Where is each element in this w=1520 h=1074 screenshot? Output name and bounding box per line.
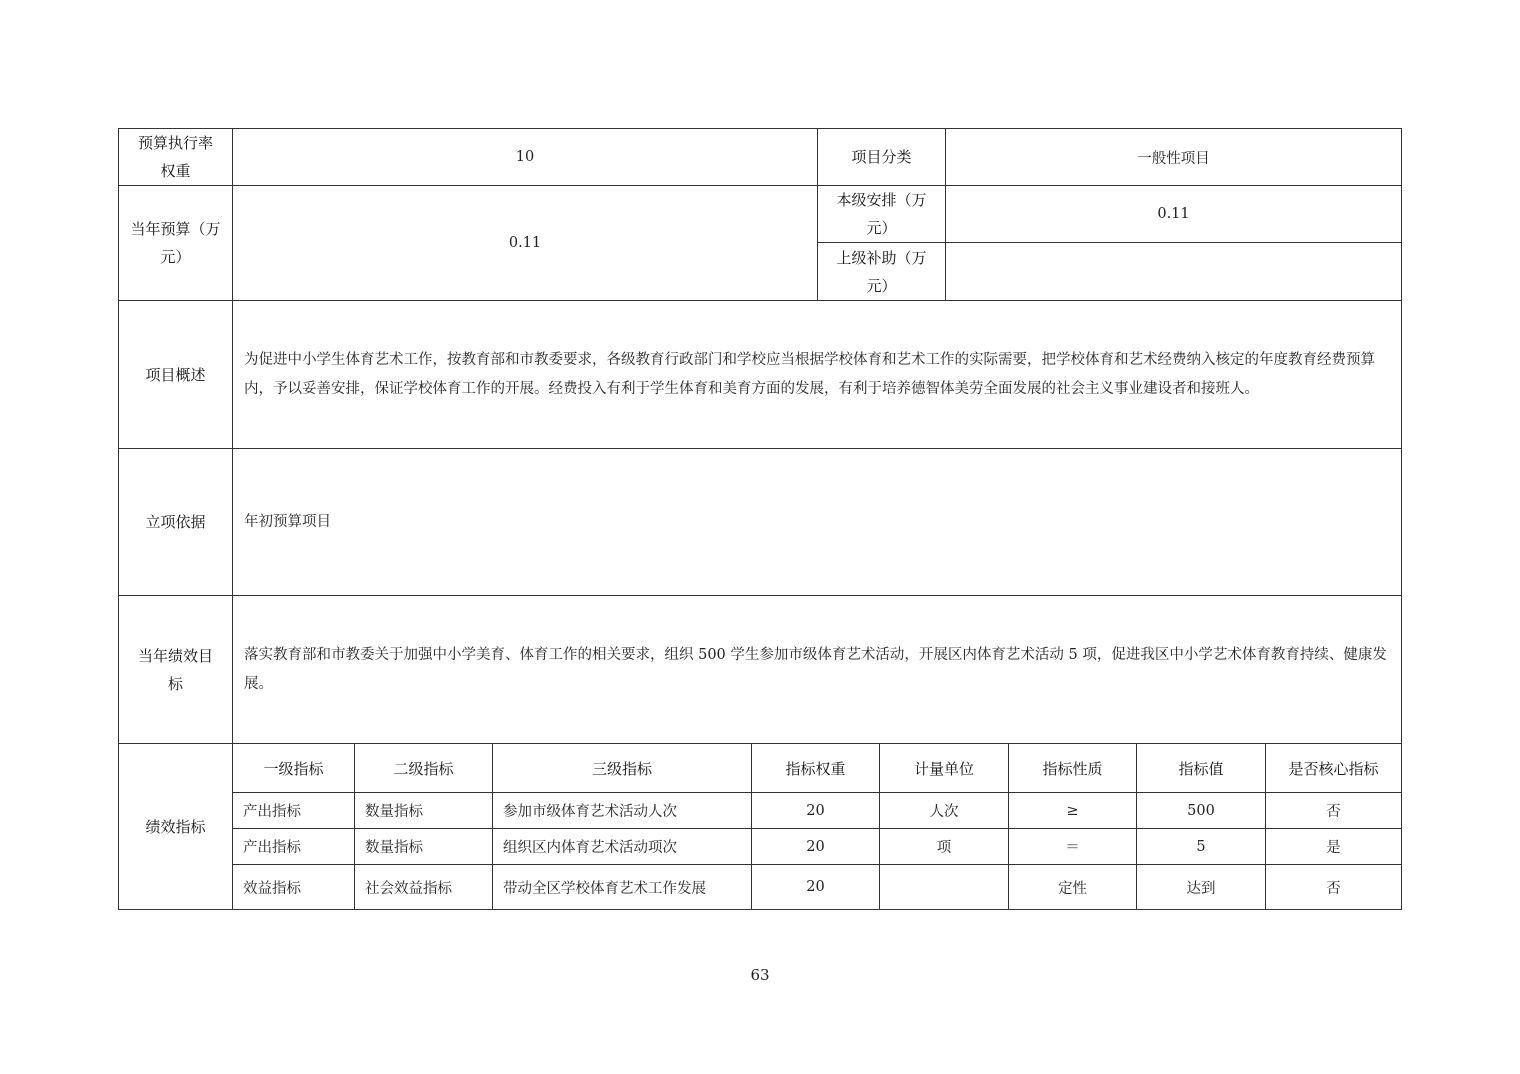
indicator-header: 计量单位 [913, 759, 974, 778]
table-cell: ≥ [1066, 802, 1079, 819]
table-cell: 效益指标 [243, 880, 301, 897]
label-line: 元） [866, 219, 897, 237]
annual-goal-text: 落实教育部和市教委关于加强中小学美育、体育工作的相关要求，组织 500 学生参加市级体育艺术活动，开展区内体育艺术活动 5 项，促进我区中小学艺术体育教育持续、健康发展。 [244, 646, 1387, 692]
table-cell: 5 [1196, 838, 1206, 855]
table-cell: 20 [806, 802, 825, 819]
performance-indicators-label: 绩效指标 [145, 817, 206, 836]
project-basis-text: 年初预算项目 [244, 513, 331, 530]
table-cell: 组织区内体育艺术活动项次 [503, 840, 677, 856]
table-cell: 人次 [929, 804, 959, 820]
local-allocation-label [818, 186, 945, 242]
project-overview-label: 项目概述 [145, 365, 206, 384]
table-cell: 否 [1326, 804, 1341, 820]
page-number: 63 [750, 966, 770, 984]
label-line: 当年绩效目 [137, 646, 213, 665]
label-line: 预算执行率 [137, 134, 213, 152]
indicator-header: 指标性质 [1042, 759, 1103, 778]
table-cell: 否 [1326, 880, 1341, 897]
table-cell: 数量指标 [365, 804, 423, 820]
table-cell: 500 [1187, 802, 1215, 819]
table-cell: 20 [806, 879, 825, 895]
annual-budget-value: 0.11 [508, 235, 542, 251]
table-cell: 带动全区学校体育艺术工作发展 [503, 880, 706, 897]
indicator-header: 是否核心指标 [1288, 759, 1379, 778]
table-cell [880, 865, 1008, 909]
table-cell: 产出指标 [243, 840, 301, 856]
indicator-header: 指标权重 [785, 759, 846, 778]
label-line: 元） [866, 276, 897, 295]
table-cell: 产出指标 [243, 804, 301, 820]
table-cell: ＝ [1065, 840, 1080, 856]
indicator-header: 指标值 [1178, 759, 1224, 778]
table-cell: 数量指标 [365, 840, 423, 856]
label-line: 权重 [160, 162, 191, 180]
annual-goal-label [119, 596, 232, 743]
table-cell: 定性 [1058, 880, 1087, 897]
project-category-label: 项目分类 [851, 148, 912, 166]
table-border-bottom [118, 909, 1402, 910]
table-border-right [1401, 128, 1402, 910]
indicator-header: 三级指标 [591, 759, 652, 778]
label-line: 标 [167, 674, 183, 693]
local-allocation-value: 0.11 [1157, 206, 1190, 222]
upper-subsidy-value [946, 243, 1401, 300]
project-category-value: 一般性项目 [1137, 150, 1210, 167]
annual-budget-label [119, 186, 232, 300]
upper-subsidy-label [818, 243, 945, 300]
project-basis-label: 立项依据 [145, 513, 206, 531]
label-line: 本级安排（万 [836, 191, 927, 209]
indicator-header: 一级指标 [263, 759, 324, 778]
table-cell: 是 [1326, 840, 1341, 856]
table-cell: 社会效益指标 [365, 880, 452, 897]
table-cell: 达到 [1186, 880, 1216, 897]
table-cell: 参加市级体育艺术活动人次 [503, 804, 677, 820]
table-cell: 项 [936, 840, 952, 856]
label-line: 上级补助（万 [836, 248, 927, 267]
table-cell: 20 [806, 838, 825, 855]
label-line: 当年预算（万 [130, 220, 221, 238]
budget-execution-weight-label [119, 129, 232, 185]
label-line: 元） [160, 248, 191, 266]
indicator-header: 二级指标 [393, 759, 454, 778]
project-overview-text: 为促进中小学生体育艺术工作，按教育部和市教委要求，各级教育行政部门和学校应当根据学校体育和艺术工作的实际需要，把学校体育和艺术经费纳入核定的年度教育经费预算内，予以妥善安排，保证学校体育工作的开展。经费投入有利于学生体育和美育方面的发展，有利于培养德智体美劳全面发展的社会主义事业建设者和接班人。 [244, 351, 1375, 397]
budget-execution-weight-value: 10 [515, 149, 535, 165]
